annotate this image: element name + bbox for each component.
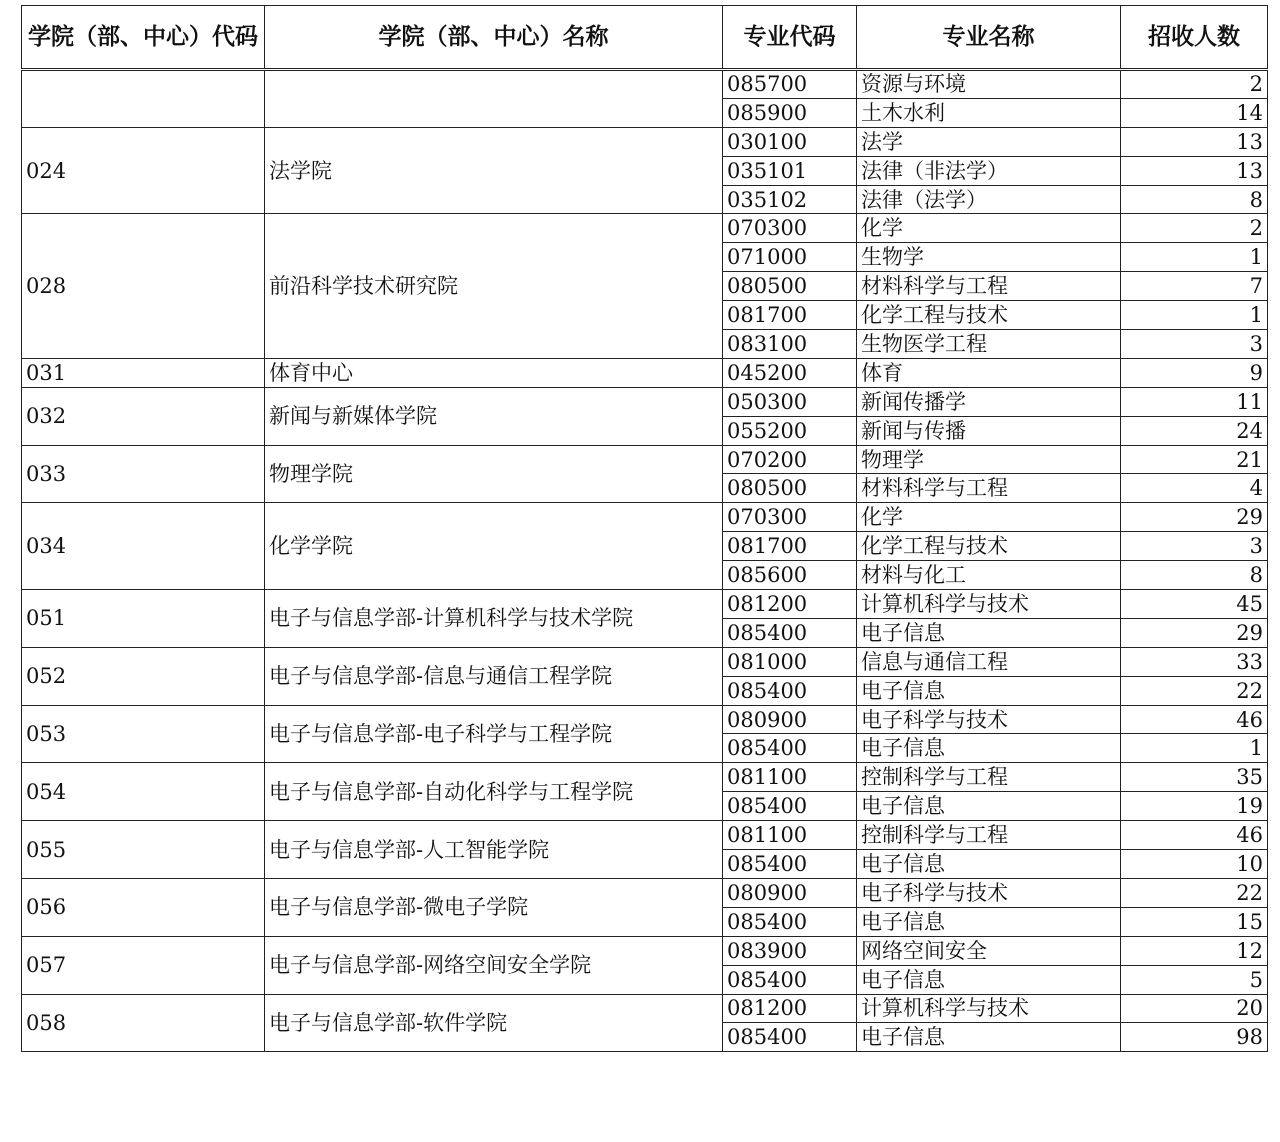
school-name-cell: 电子与信息学部-微电子学院 bbox=[265, 878, 723, 936]
count-cell: 4 bbox=[1121, 474, 1268, 503]
major-name-cell: 法律（非法学） bbox=[857, 156, 1121, 185]
major-code-cell: 080900 bbox=[723, 878, 857, 907]
count-cell: 45 bbox=[1121, 590, 1268, 619]
school-name-cell: 化学学院 bbox=[265, 503, 723, 590]
count-cell: 46 bbox=[1121, 821, 1268, 850]
table-row bbox=[22, 763, 1268, 792]
header-row bbox=[22, 6, 1268, 70]
major-code-cell: 083100 bbox=[723, 330, 857, 359]
header-school-code: 学院（部、中心）代码 bbox=[22, 6, 265, 70]
count-cell: 11 bbox=[1121, 387, 1268, 416]
major-code-cell: 071000 bbox=[723, 243, 857, 272]
major-name-cell: 控制科学与工程 bbox=[857, 821, 1121, 850]
major-code-cell: 035102 bbox=[723, 185, 857, 214]
count-cell: 8 bbox=[1121, 185, 1268, 214]
school-name-cell: 前沿科学技术研究院 bbox=[265, 214, 723, 358]
school-name-cell: 物理学院 bbox=[265, 445, 723, 503]
major-name-cell: 电子信息 bbox=[857, 618, 1121, 647]
enrollment-table bbox=[21, 5, 1268, 1052]
school-code-cell: 057 bbox=[22, 936, 265, 994]
count-cell: 21 bbox=[1121, 445, 1268, 474]
major-code-cell: 081200 bbox=[723, 590, 857, 619]
count-cell: 22 bbox=[1121, 676, 1268, 705]
count-cell: 9 bbox=[1121, 358, 1268, 387]
table-row bbox=[22, 503, 1268, 532]
table-row bbox=[22, 994, 1268, 1023]
count-cell: 2 bbox=[1121, 214, 1268, 243]
count-cell: 20 bbox=[1121, 994, 1268, 1023]
count-cell: 33 bbox=[1121, 647, 1268, 676]
school-name-cell: 法学院 bbox=[265, 127, 723, 214]
school-code-cell: 034 bbox=[22, 503, 265, 590]
major-name-cell: 材料与化工 bbox=[857, 561, 1121, 590]
major-code-cell: 045200 bbox=[723, 358, 857, 387]
school-code-cell: 058 bbox=[22, 994, 265, 1052]
major-code-cell: 070300 bbox=[723, 503, 857, 532]
school-code-cell: 051 bbox=[22, 590, 265, 648]
count-cell: 35 bbox=[1121, 763, 1268, 792]
major-name-cell: 物理学 bbox=[857, 445, 1121, 474]
major-code-cell: 055200 bbox=[723, 416, 857, 445]
school-name-cell: 新闻与新媒体学院 bbox=[265, 387, 723, 445]
table-row bbox=[22, 590, 1268, 619]
major-name-cell: 控制科学与工程 bbox=[857, 763, 1121, 792]
table-row bbox=[22, 387, 1268, 416]
major-code-cell: 085400 bbox=[723, 1023, 857, 1052]
school-name-cell: 电子与信息学部-电子科学与工程学院 bbox=[265, 705, 723, 763]
major-code-cell: 085400 bbox=[723, 850, 857, 879]
major-name-cell: 新闻传播学 bbox=[857, 387, 1121, 416]
table-body bbox=[22, 70, 1268, 1052]
major-code-cell: 085400 bbox=[723, 618, 857, 647]
header-major-name: 专业名称 bbox=[857, 6, 1121, 70]
major-name-cell: 网络空间安全 bbox=[857, 936, 1121, 965]
header-school-name: 学院（部、中心）名称 bbox=[265, 6, 723, 70]
major-name-cell: 法律（法学） bbox=[857, 185, 1121, 214]
major-name-cell: 化学工程与技术 bbox=[857, 532, 1121, 561]
major-name-cell: 生物医学工程 bbox=[857, 330, 1121, 359]
count-cell: 1 bbox=[1121, 243, 1268, 272]
major-name-cell: 化学 bbox=[857, 503, 1121, 532]
major-code-cell: 081000 bbox=[723, 647, 857, 676]
major-code-cell: 081200 bbox=[723, 994, 857, 1023]
major-code-cell: 085700 bbox=[723, 70, 857, 99]
school-code-cell: 032 bbox=[22, 387, 265, 445]
major-code-cell: 081100 bbox=[723, 821, 857, 850]
school-code-cell: 052 bbox=[22, 647, 265, 705]
major-name-cell: 电子科学与技术 bbox=[857, 705, 1121, 734]
major-name-cell: 法学 bbox=[857, 127, 1121, 156]
school-code-cell: 053 bbox=[22, 705, 265, 763]
major-code-cell: 085400 bbox=[723, 907, 857, 936]
header-count: 招收人数 bbox=[1121, 6, 1268, 70]
school-code-cell: 056 bbox=[22, 878, 265, 936]
school-code-cell: 033 bbox=[22, 445, 265, 503]
major-name-cell: 电子信息 bbox=[857, 850, 1121, 879]
major-name-cell: 化学 bbox=[857, 214, 1121, 243]
count-cell: 22 bbox=[1121, 878, 1268, 907]
major-code-cell: 050300 bbox=[723, 387, 857, 416]
major-code-cell: 070300 bbox=[723, 214, 857, 243]
major-code-cell: 083900 bbox=[723, 936, 857, 965]
major-name-cell: 电子科学与技术 bbox=[857, 878, 1121, 907]
major-name-cell: 生物学 bbox=[857, 243, 1121, 272]
count-cell: 24 bbox=[1121, 416, 1268, 445]
count-cell: 7 bbox=[1121, 272, 1268, 301]
count-cell: 46 bbox=[1121, 705, 1268, 734]
school-name-cell: 电子与信息学部-信息与通信工程学院 bbox=[265, 647, 723, 705]
major-name-cell: 计算机科学与技术 bbox=[857, 994, 1121, 1023]
major-code-cell: 081700 bbox=[723, 532, 857, 561]
major-code-cell: 030100 bbox=[723, 127, 857, 156]
count-cell: 13 bbox=[1121, 127, 1268, 156]
count-cell: 98 bbox=[1121, 1023, 1268, 1052]
school-code-cell: 028 bbox=[22, 214, 265, 358]
table-row bbox=[22, 70, 1268, 99]
count-cell: 19 bbox=[1121, 792, 1268, 821]
table-row bbox=[22, 878, 1268, 907]
major-code-cell: 085400 bbox=[723, 965, 857, 994]
table-row bbox=[22, 705, 1268, 734]
major-name-cell: 信息与通信工程 bbox=[857, 647, 1121, 676]
school-code-cell: 024 bbox=[22, 127, 265, 214]
school-code-cell bbox=[22, 70, 265, 128]
school-name-cell: 电子与信息学部-人工智能学院 bbox=[265, 821, 723, 879]
school-name-cell: 电子与信息学部-软件学院 bbox=[265, 994, 723, 1052]
major-name-cell: 电子信息 bbox=[857, 1023, 1121, 1052]
header-major-code: 专业代码 bbox=[723, 6, 857, 70]
school-code-cell: 054 bbox=[22, 763, 265, 821]
school-name-cell: 体育中心 bbox=[265, 358, 723, 387]
count-cell: 5 bbox=[1121, 965, 1268, 994]
major-name-cell: 电子信息 bbox=[857, 965, 1121, 994]
major-name-cell: 材料科学与工程 bbox=[857, 272, 1121, 301]
school-name-cell: 电子与信息学部-网络空间安全学院 bbox=[265, 936, 723, 994]
major-code-cell: 081700 bbox=[723, 301, 857, 330]
major-name-cell: 体育 bbox=[857, 358, 1121, 387]
count-cell: 12 bbox=[1121, 936, 1268, 965]
major-name-cell: 新闻与传播 bbox=[857, 416, 1121, 445]
major-code-cell: 085400 bbox=[723, 792, 857, 821]
major-name-cell: 电子信息 bbox=[857, 734, 1121, 763]
major-name-cell: 电子信息 bbox=[857, 907, 1121, 936]
major-code-cell: 085400 bbox=[723, 676, 857, 705]
count-cell: 8 bbox=[1121, 561, 1268, 590]
count-cell: 3 bbox=[1121, 532, 1268, 561]
major-code-cell: 035101 bbox=[723, 156, 857, 185]
major-name-cell: 化学工程与技术 bbox=[857, 301, 1121, 330]
major-code-cell: 070200 bbox=[723, 445, 857, 474]
major-name-cell: 电子信息 bbox=[857, 792, 1121, 821]
count-cell: 10 bbox=[1121, 850, 1268, 879]
school-name-cell: 电子与信息学部-自动化科学与工程学院 bbox=[265, 763, 723, 821]
major-code-cell: 081100 bbox=[723, 763, 857, 792]
count-cell: 13 bbox=[1121, 156, 1268, 185]
table-row bbox=[22, 936, 1268, 965]
count-cell: 1 bbox=[1121, 301, 1268, 330]
table-row bbox=[22, 647, 1268, 676]
count-cell: 2 bbox=[1121, 70, 1268, 99]
table-row bbox=[22, 445, 1268, 474]
count-cell: 3 bbox=[1121, 330, 1268, 359]
count-cell: 15 bbox=[1121, 907, 1268, 936]
major-code-cell: 085900 bbox=[723, 98, 857, 127]
school-name-cell bbox=[265, 70, 723, 128]
school-name-cell: 电子与信息学部-计算机科学与技术学院 bbox=[265, 590, 723, 648]
count-cell: 29 bbox=[1121, 618, 1268, 647]
major-name-cell: 资源与环境 bbox=[857, 70, 1121, 99]
major-code-cell: 080900 bbox=[723, 705, 857, 734]
school-code-cell: 055 bbox=[22, 821, 265, 879]
count-cell: 29 bbox=[1121, 503, 1268, 532]
major-name-cell: 计算机科学与技术 bbox=[857, 590, 1121, 619]
count-cell: 14 bbox=[1121, 98, 1268, 127]
table-row bbox=[22, 127, 1268, 156]
major-code-cell: 080500 bbox=[723, 272, 857, 301]
table-row bbox=[22, 821, 1268, 850]
major-name-cell: 材料科学与工程 bbox=[857, 474, 1121, 503]
major-code-cell: 085600 bbox=[723, 561, 857, 590]
table-row bbox=[22, 358, 1268, 387]
school-code-cell: 031 bbox=[22, 358, 265, 387]
major-code-cell: 085400 bbox=[723, 734, 857, 763]
count-cell: 1 bbox=[1121, 734, 1268, 763]
table-row bbox=[22, 214, 1268, 243]
major-code-cell: 080500 bbox=[723, 474, 857, 503]
major-name-cell: 土木水利 bbox=[857, 98, 1121, 127]
major-name-cell: 电子信息 bbox=[857, 676, 1121, 705]
